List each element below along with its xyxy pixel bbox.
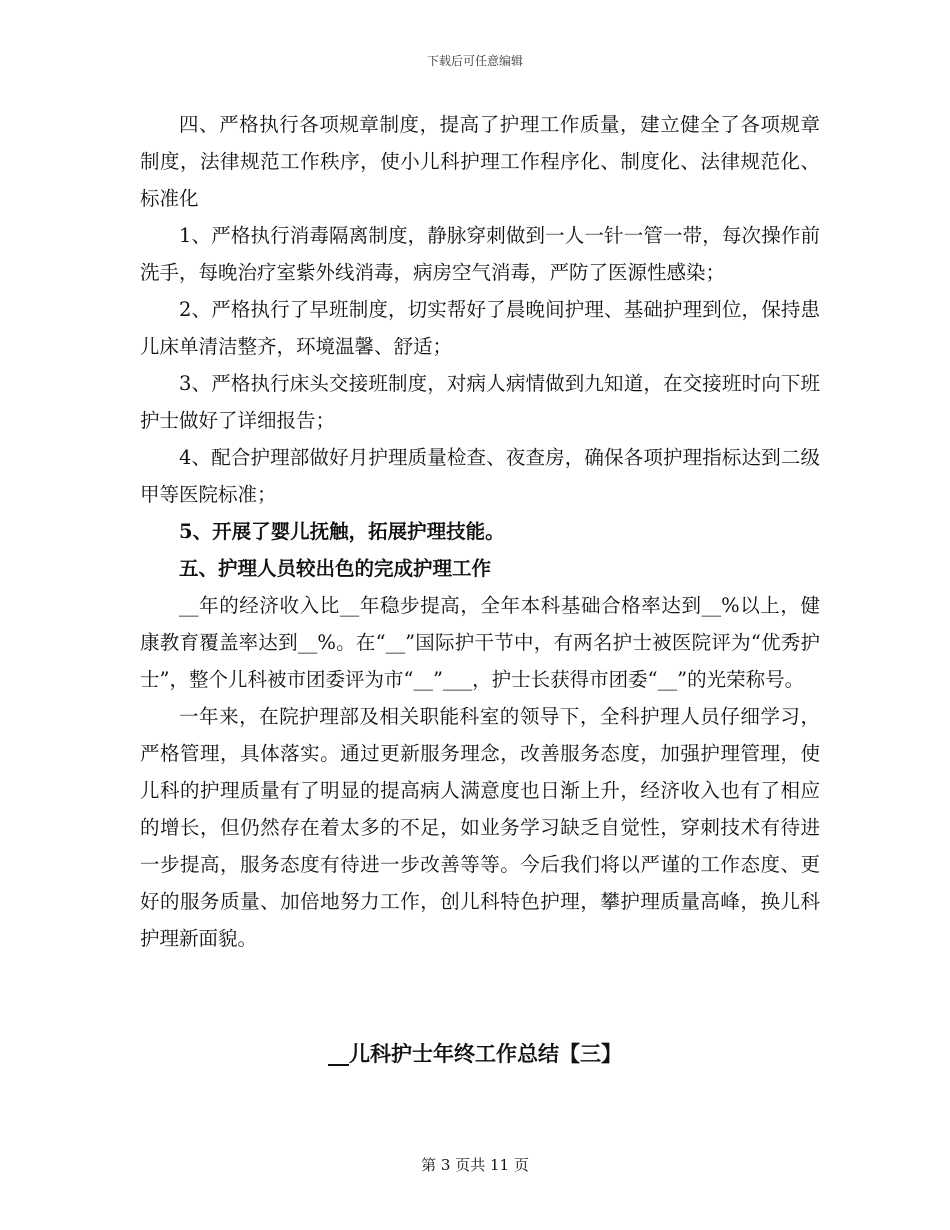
page-header: 下载后可任意编辑 — [426, 54, 523, 68]
section-title: __儿科护士年终工作总结【三】 — [328, 1041, 622, 1066]
paragraph-summary: 一年来，在院护理部及相关职能科室的领导下，全科护理人员仔细学习，严格管理，具体落实。通过更新服务理念，改善服务态度，加强护理管理，使儿科的护理质量有了明显的提高病人满意度也日渐上升，经济收入也有了相应的增长，但仍然存在着太多的不足，如业务学习缺乏自觉性，穿刺技术有待进一步提高，服务态度有待进一步改善等等。今后我们将以严谨的工作态度、更好的服务质量、加倍地努力工作，创儿科特色护理，攀护理质量高峰，换儿科护理新面貌。 — [140, 705, 820, 950]
paragraph-item-4: 4、配合护理部做好月护理质量检查、夜查房，确保各项护理指标达到二级甲等医院标准； — [140, 446, 820, 506]
paragraph-section-4: 四、严格执行各项规章制度，提高了护理工作质量，建立健全了各项规章制度，法律规范工作秩序，使小儿科护理工作程序化、制度化、法律规范化、标准化 — [140, 113, 820, 210]
section-5-heading: 五、护理人员较出色的完成护理工作 — [179, 557, 492, 580]
document-body — [140, 106, 820, 957]
paragraph-item-3: 3、严格执行床头交接班制度，对病人病情做到九知道，在交接班时向下班护士做好了详细报告； — [140, 372, 820, 432]
paragraph-item-5: 5、开展了婴儿抚触，拓展护理技能。 — [179, 520, 505, 543]
page-footer: 第 3 页共 11 页 — [421, 1156, 529, 1174]
paragraph-item-2: 2、严格执行了早班制度，切实帮好了晨晚间护理、基础护理到位，保持患儿床单清洁整齐，环境温馨、舒适； — [140, 298, 820, 358]
paragraph-achievements: __年的经济收入比__年稳步提高，全年本科基础合格率达到__%以上，健康教育覆盖率达到__%。在“__”国际护干节中，有两名护士被医院评为“优秀护士”，整个儿科被市团委评为市“__”___，护士长获得市团委“__”的光荣称号。 — [140, 594, 820, 691]
paragraph-item-1: 1、严格执行消毒隔离制度，静脉穿刺做到一人一针一管一带，每次操作前洗手，每晚治疗室紫外线消毒，病房空气消毒，严防了医源性感染； — [140, 224, 820, 284]
